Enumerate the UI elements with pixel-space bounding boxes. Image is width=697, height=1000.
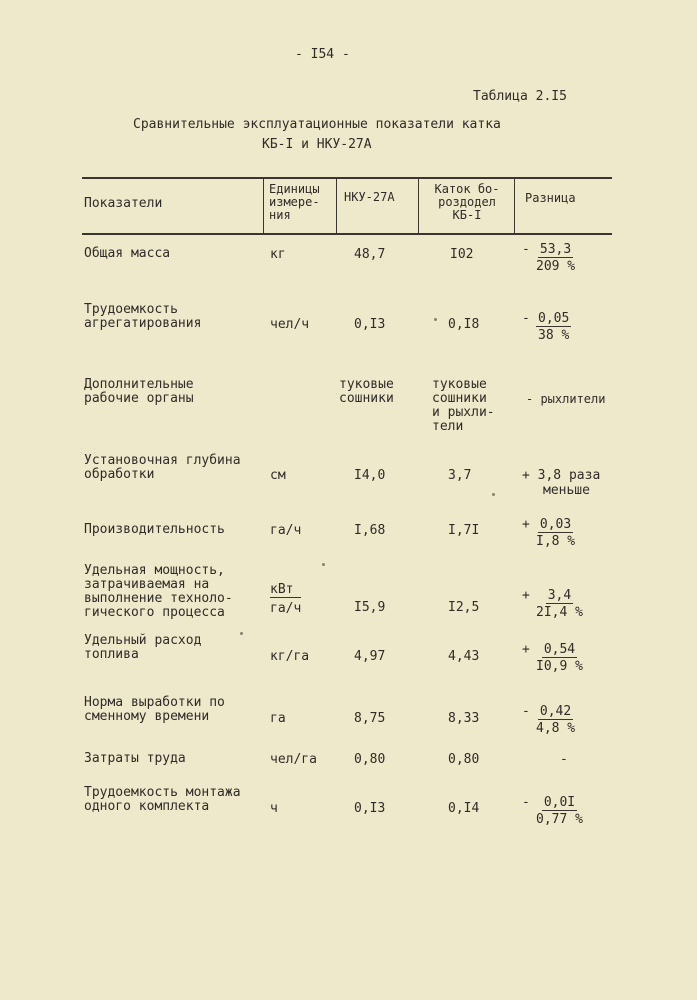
- row-label: Производительность: [84, 522, 225, 537]
- row-unit: кг: [270, 247, 286, 262]
- table-header-rule: [82, 233, 612, 235]
- row-nku-value: 48,7: [354, 247, 386, 262]
- row-nku-value: 4,97: [354, 649, 386, 664]
- row-kb-value: 0,I4: [448, 801, 480, 816]
- row-label: Общая масса: [84, 246, 171, 261]
- row-unit: ч: [270, 801, 278, 816]
- paper-speck: [492, 493, 495, 496]
- paper-speck: [240, 632, 243, 635]
- row-nku-value: I4,0: [354, 468, 386, 483]
- row-nku-value: I5,9: [354, 600, 386, 615]
- row-unit: чел/га: [270, 752, 317, 767]
- row-difference: - $\frac{0,05}{38 \%}$: [522, 311, 570, 343]
- row-difference: + 3,8 раза меньше: [522, 468, 601, 498]
- row-label: Удельная мощность, затрачиваемая на выполнение техноло- гического процесса: [84, 563, 233, 620]
- paper-speck: [434, 318, 437, 321]
- row-label: Трудоемкость агрегатирования: [84, 302, 202, 331]
- paper-speck: [322, 563, 325, 566]
- row-label: Дополнительные рабочие органы: [84, 377, 194, 406]
- row-difference: + $\frac{0,03}{I,8 \%}$: [522, 517, 576, 549]
- row-difference: - рыхлители: [526, 392, 606, 406]
- column-divider: [336, 178, 337, 234]
- row-nku-value: I,68: [354, 523, 386, 538]
- table-top-rule: [82, 177, 612, 179]
- header-units: Единицы измере- ния: [269, 182, 320, 222]
- row-nku-value: туковые сошники: [339, 377, 394, 406]
- row-kb-value: 4,43: [448, 649, 480, 664]
- row-kb-value: I02: [450, 247, 474, 262]
- row-difference: - $\frac{53,3}{209 \%}$: [522, 242, 576, 274]
- row-difference: - $\frac{0,42}{4,8 \%}$: [522, 704, 576, 736]
- row-nku-value: 8,75: [354, 711, 386, 726]
- row-nku-value: 0,I3: [354, 317, 386, 332]
- row-label: Установочная глубина обработки: [84, 453, 241, 482]
- column-divider: [418, 178, 419, 234]
- row-difference: -: [560, 752, 568, 767]
- row-unit: га: [270, 711, 286, 726]
- row-label: Удельный расход топлива: [84, 633, 202, 662]
- header-katok: Каток бо- роздодел КБ-I: [434, 182, 500, 222]
- row-unit: см: [270, 468, 286, 483]
- header-difference: Разница: [525, 191, 576, 205]
- row-kb-value: 8,33: [448, 711, 480, 726]
- row-kb-value: 0,I8: [448, 317, 480, 332]
- row-label: Норма выработки по сменному времени: [84, 695, 225, 724]
- row-kb-value: 3,7: [448, 468, 472, 483]
- row-nku-value: 0,I3: [354, 801, 386, 816]
- row-kb-value: I2,5: [448, 600, 480, 615]
- row-unit-fraction: кВт га/ч: [270, 582, 302, 616]
- table-title-line2: КБ-I и НКУ-27А: [262, 137, 372, 152]
- row-label: Затраты труда: [84, 751, 186, 766]
- row-unit: га/ч: [270, 523, 302, 538]
- row-kb-value: I,7I: [448, 523, 480, 538]
- page-number: - I54 -: [295, 47, 350, 62]
- header-nku27a: НКУ-27А: [344, 190, 395, 204]
- row-difference: - $\frac{0,0I}{0,77 \%}$: [522, 795, 583, 827]
- header-indicator: Показатели: [84, 196, 163, 211]
- row-difference: + $\frac{0,54}{I0,9 \%}$: [522, 642, 583, 674]
- row-label: Трудоемкость монтажа одного комплекта: [84, 785, 241, 814]
- row-kb-value: туковые сошники и рыхли- тели: [432, 377, 495, 434]
- row-difference: + $\frac{3,4}{2I,4 \%}$: [522, 588, 583, 620]
- column-divider: [514, 178, 515, 234]
- row-unit: чел/ч: [270, 317, 310, 332]
- table-title-line1: Сравнительные эксплуатационные показатели катка: [133, 117, 501, 132]
- table-label: Таблица 2.I5: [473, 89, 567, 104]
- row-unit: кг/га: [270, 649, 310, 664]
- column-divider: [263, 178, 264, 234]
- row-nku-value: 0,80: [354, 752, 386, 767]
- row-kb-value: 0,80: [448, 752, 480, 767]
